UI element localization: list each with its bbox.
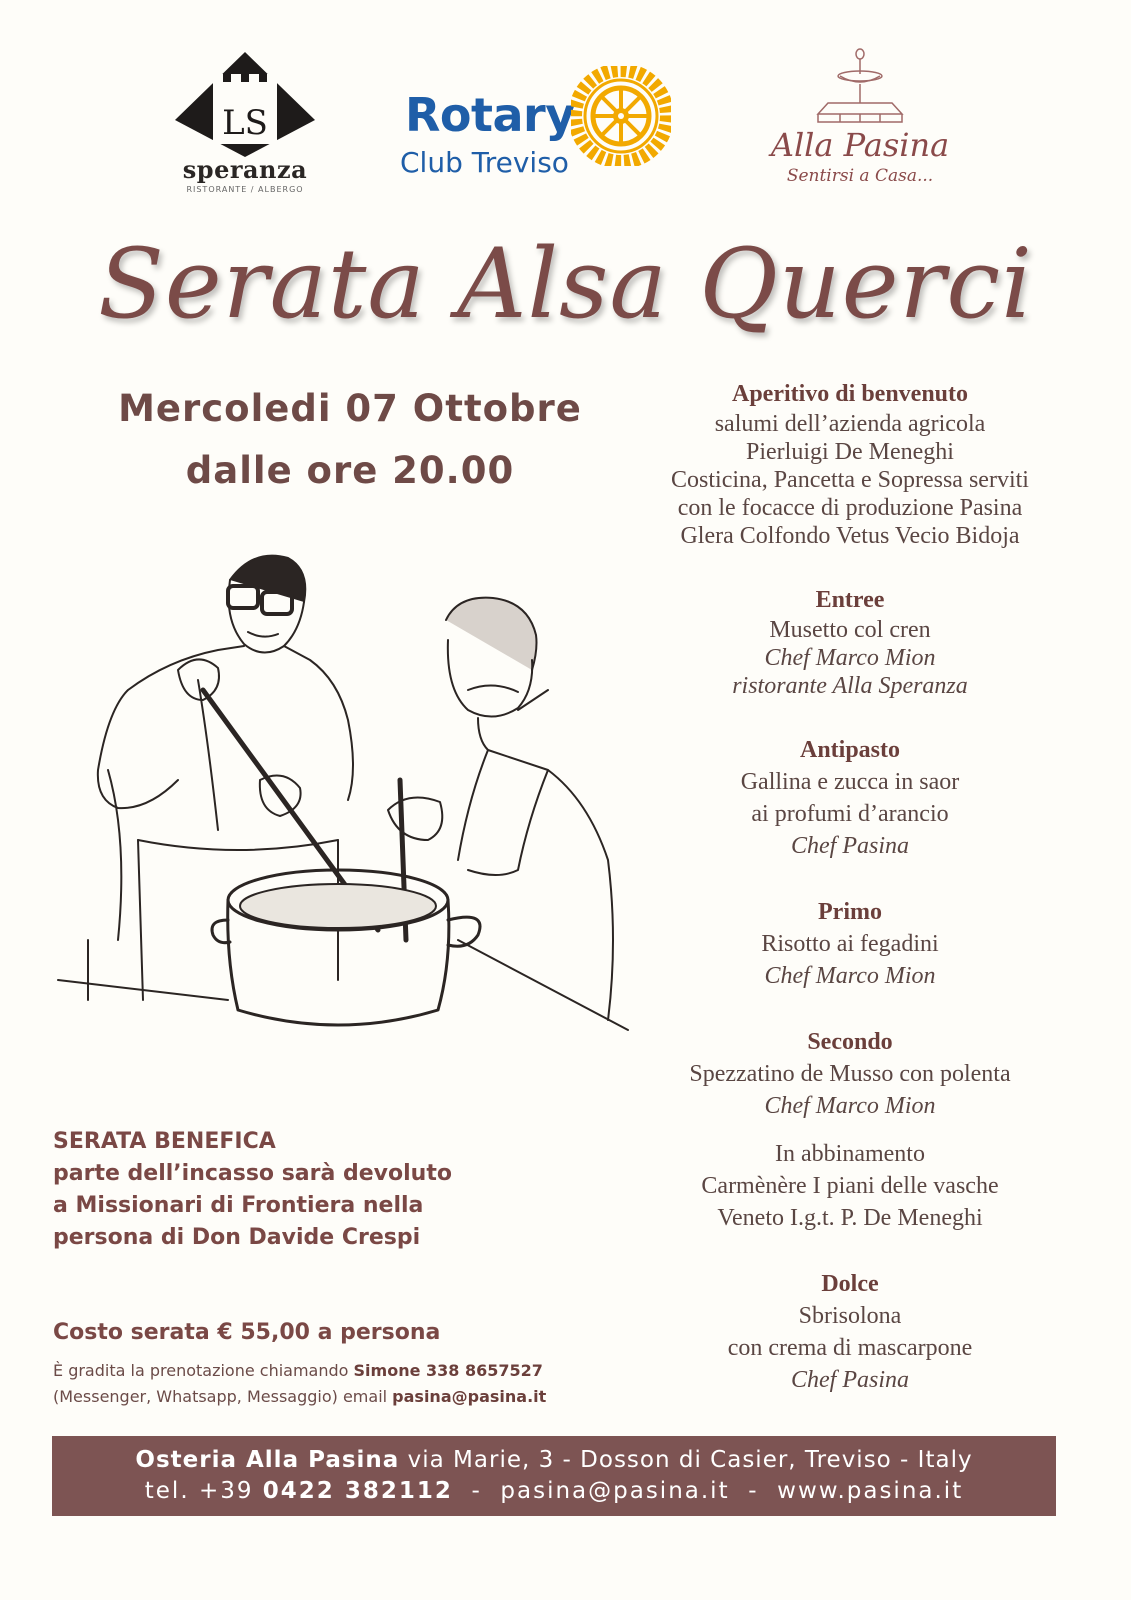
ls-name: speranza (182, 155, 308, 184)
charity-title: SERATA BENEFICA (53, 1129, 276, 1154)
date-line: Mercoledi 07 Ottobre (118, 387, 582, 430)
menu-chef: Chef Pasina (791, 833, 909, 859)
menu (640, 378, 1060, 1396)
menu-place: ristorante Alla Speranza (732, 673, 968, 699)
menu-chef: Chef Marco Mion (764, 1093, 936, 1119)
menu-line: con le focacce di produzione Pasina (677, 495, 1023, 521)
booking-contact: Simone 338 8657527 (353, 1361, 543, 1380)
footer-contacts[interactable]: - pasina@pasina.it - www.pasina.it (452, 1478, 964, 1504)
menu-heading-aperitivo: Aperitivo di benvenuto (731, 381, 968, 407)
logo-la-speranza (175, 52, 315, 197)
event-title: Serata Alsa Querci (98, 228, 1033, 340)
booking-channels: (Messenger, Whatsapp, Messaggio) email (53, 1387, 393, 1406)
pasina-name: Alla Pasina (770, 126, 950, 164)
ls-mark: LS (222, 103, 268, 143)
rotary-name: Rotary (405, 88, 575, 142)
footer-tel[interactable]: 0422 382112 (262, 1478, 453, 1504)
fountain-icon (810, 48, 910, 128)
menu-line: Pierluigi De Meneghi (746, 439, 954, 465)
logo-rotary (400, 66, 685, 186)
menu-dish: con crema di mascarpone (727, 1335, 973, 1361)
menu-heading-dolce: Dolce (821, 1271, 879, 1297)
menu-dish: Risotto ai fegadini (761, 931, 939, 957)
menu-heading-secondo: Secondo (807, 1029, 893, 1055)
rotary-club: Club Treviso (400, 146, 569, 179)
menu-line: Glera Colfondo Vetus Vecio Bidoja (680, 523, 1020, 549)
menu-pairing: Veneto I.g.t. P. De Meneghi (717, 1205, 983, 1231)
menu-pairing: Carmènère I piani delle vasche (701, 1173, 999, 1199)
charity-line: a Missionari di Frontiera nella (53, 1193, 424, 1218)
menu-dish: Gallina e zucca in saor (740, 769, 960, 795)
footer-tel-prefix: tel. +39 (144, 1478, 263, 1504)
booking-prefix: È gradita la prenotazione chiamando (53, 1361, 354, 1380)
menu-line: salumi dell’azienda agricola (714, 411, 986, 437)
menu-pairing: In abbinamento (775, 1141, 925, 1167)
ls-subtitle: RISTORANTE / ALBERGO (186, 185, 304, 194)
menu-dish: Spezzatino de Musso con polenta (689, 1061, 1011, 1087)
menu-line: Costicina, Pancetta e Sopressa serviti (671, 467, 1029, 493)
event-cost: Costo serata € 55,00 a persona (53, 1320, 441, 1345)
event-date (90, 378, 610, 502)
menu-heading-primo: Primo (818, 899, 882, 925)
charity-note (53, 1126, 473, 1254)
menu-heading-antipasto: Antipasto (799, 737, 901, 763)
charity-line: persona di Don Davide Crespi (53, 1225, 421, 1250)
rotary-wheel-icon (571, 66, 671, 166)
footer-venue-name: Osteria Alla Pasina (135, 1447, 400, 1473)
charity-line: parte dell’incasso sarà devoluto (53, 1161, 452, 1186)
booking-email[interactable]: pasina@pasina.it (392, 1387, 547, 1406)
menu-dish: ai profumi d’arancio (751, 801, 949, 827)
menu-chef: Chef Marco Mion (764, 963, 936, 989)
menu-chef: Chef Pasina (791, 1367, 909, 1393)
menu-dish: Sbrisolona (798, 1303, 902, 1329)
footer-bar (52, 1436, 1056, 1516)
ls-diamond-icon (175, 52, 315, 157)
footer-address: via Marie, 3 - Dosson di Casier, Treviso - Italy (399, 1447, 973, 1473)
logo-alla-pasina (760, 48, 960, 198)
menu-heading-entree: Entree (815, 587, 885, 613)
menu-dish: Musetto col cren (769, 617, 931, 643)
booking-info (53, 1358, 546, 1410)
pasina-tagline: Sentirsi a Casa... (786, 166, 934, 186)
menu-chef: Chef Marco Mion (764, 645, 936, 671)
chefs-illustration (48, 540, 648, 1060)
time-line: dalle ore 20.00 (185, 449, 515, 492)
